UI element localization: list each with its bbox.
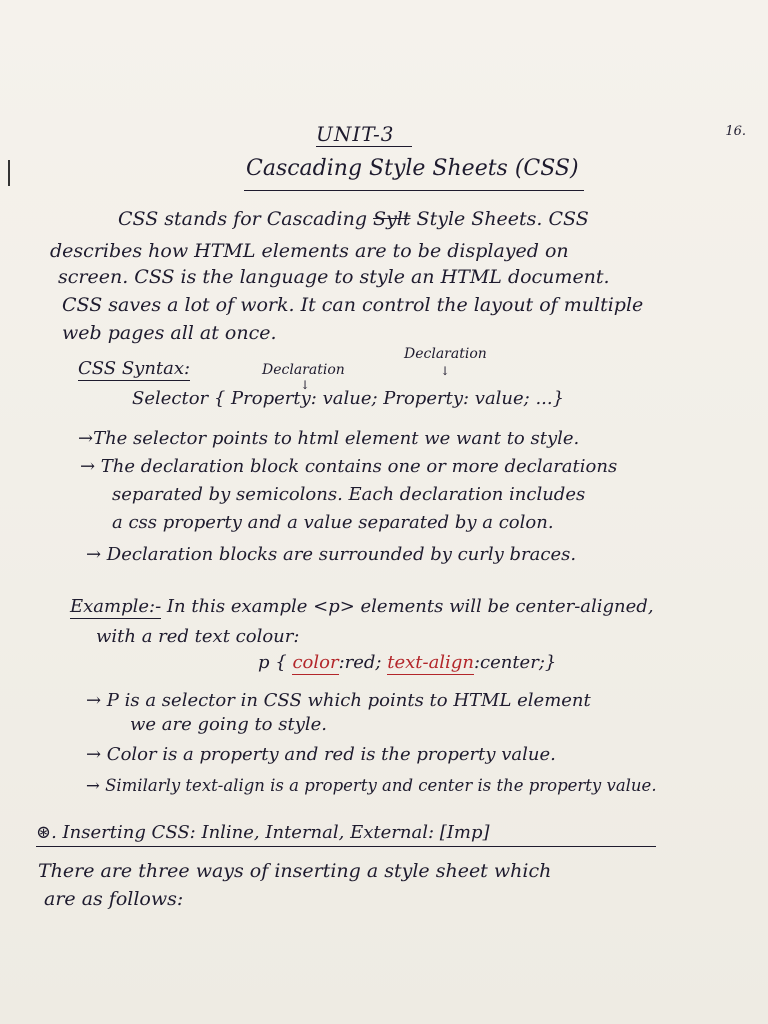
syntax-point-2: → The declaration block contains one or more declarations: [80, 456, 618, 477]
intro-line-1-text-b: Style Sheets. CSS: [410, 208, 589, 230]
example-point-4: → Similarly text-align is a property and center is the property value.: [86, 776, 657, 795]
inserting-css-underline: [36, 846, 656, 847]
intro-line-1: [118, 204, 589, 235]
important-tag: [Imp]: [434, 822, 490, 843]
inserting-line-1: There are three ways of inserting a style sheet which: [38, 860, 552, 882]
intro-line-4: CSS saves a lot of work. It can control the layout of multiple: [62, 294, 644, 316]
star-bullet-icon: ⊛.: [36, 822, 57, 843]
css-rule-value-red: :red;: [338, 652, 382, 673]
css-rule-selector: p {: [258, 652, 287, 673]
title-underline: [244, 190, 584, 191]
page-title: Cascading Style Sheets (CSS): [246, 156, 579, 181]
inserting-css-heading: [36, 822, 489, 843]
intro-line-1-strike: Sylt: [373, 208, 411, 230]
declaration-arrow-2: ↓: [440, 364, 451, 378]
example-point-3: → Color is a property and red is the property value.: [86, 744, 556, 765]
example-label: Example:-: [70, 596, 162, 617]
example-line-2: with a red text colour:: [96, 626, 300, 647]
syntax-point-3: separated by semicolons. Each declaration includes: [112, 484, 586, 505]
intro-line-1-text-a: CSS stands for Cascading: [118, 208, 374, 230]
example-point-2: we are going to style.: [130, 714, 328, 735]
declaration-label-1: Declaration: [262, 362, 345, 378]
syntax-point-5: → Declaration blocks are surrounded by curly braces.: [86, 544, 577, 565]
css-rule-property-color: color: [292, 652, 339, 673]
syntax-point-1: →The selector points to html element we want to style.: [78, 428, 580, 449]
unit-underline: [316, 146, 412, 147]
unit-heading: UNIT-3: [316, 122, 395, 146]
example-line-1: [70, 596, 654, 617]
declaration-label-2: Declaration: [404, 346, 487, 362]
intro-line-5: web pages all at once.: [62, 322, 277, 344]
inserting-css-heading-text: Inserting CSS: Inline, Internal, External:: [56, 822, 435, 843]
example-css-rule: [258, 652, 556, 673]
syntax-point-4: a css property and a value separated by a colon.: [112, 512, 554, 533]
example-line-1-text: In this example <p> elements will be center-aligned,: [161, 596, 654, 617]
css-rule-value-center: :center;}: [473, 652, 557, 673]
intro-line-2: describes how HTML elements are to be displayed on: [50, 240, 569, 262]
margin-mark: [8, 160, 10, 186]
css-rule-property-text-align: text-align: [387, 652, 474, 673]
page-number: 16.: [725, 124, 746, 139]
example-point-1: → P is a selector in CSS which points to HTML element: [86, 690, 591, 711]
inserting-line-2: are as follows:: [44, 888, 184, 910]
intro-line-3: screen. CSS is the language to style an HTML document.: [58, 266, 610, 288]
declaration-arrow-1: ↓: [300, 378, 311, 392]
syntax-code: Selector { Property: value; Property: value; ...}: [132, 388, 565, 409]
syntax-label: CSS Syntax:: [78, 358, 191, 379]
